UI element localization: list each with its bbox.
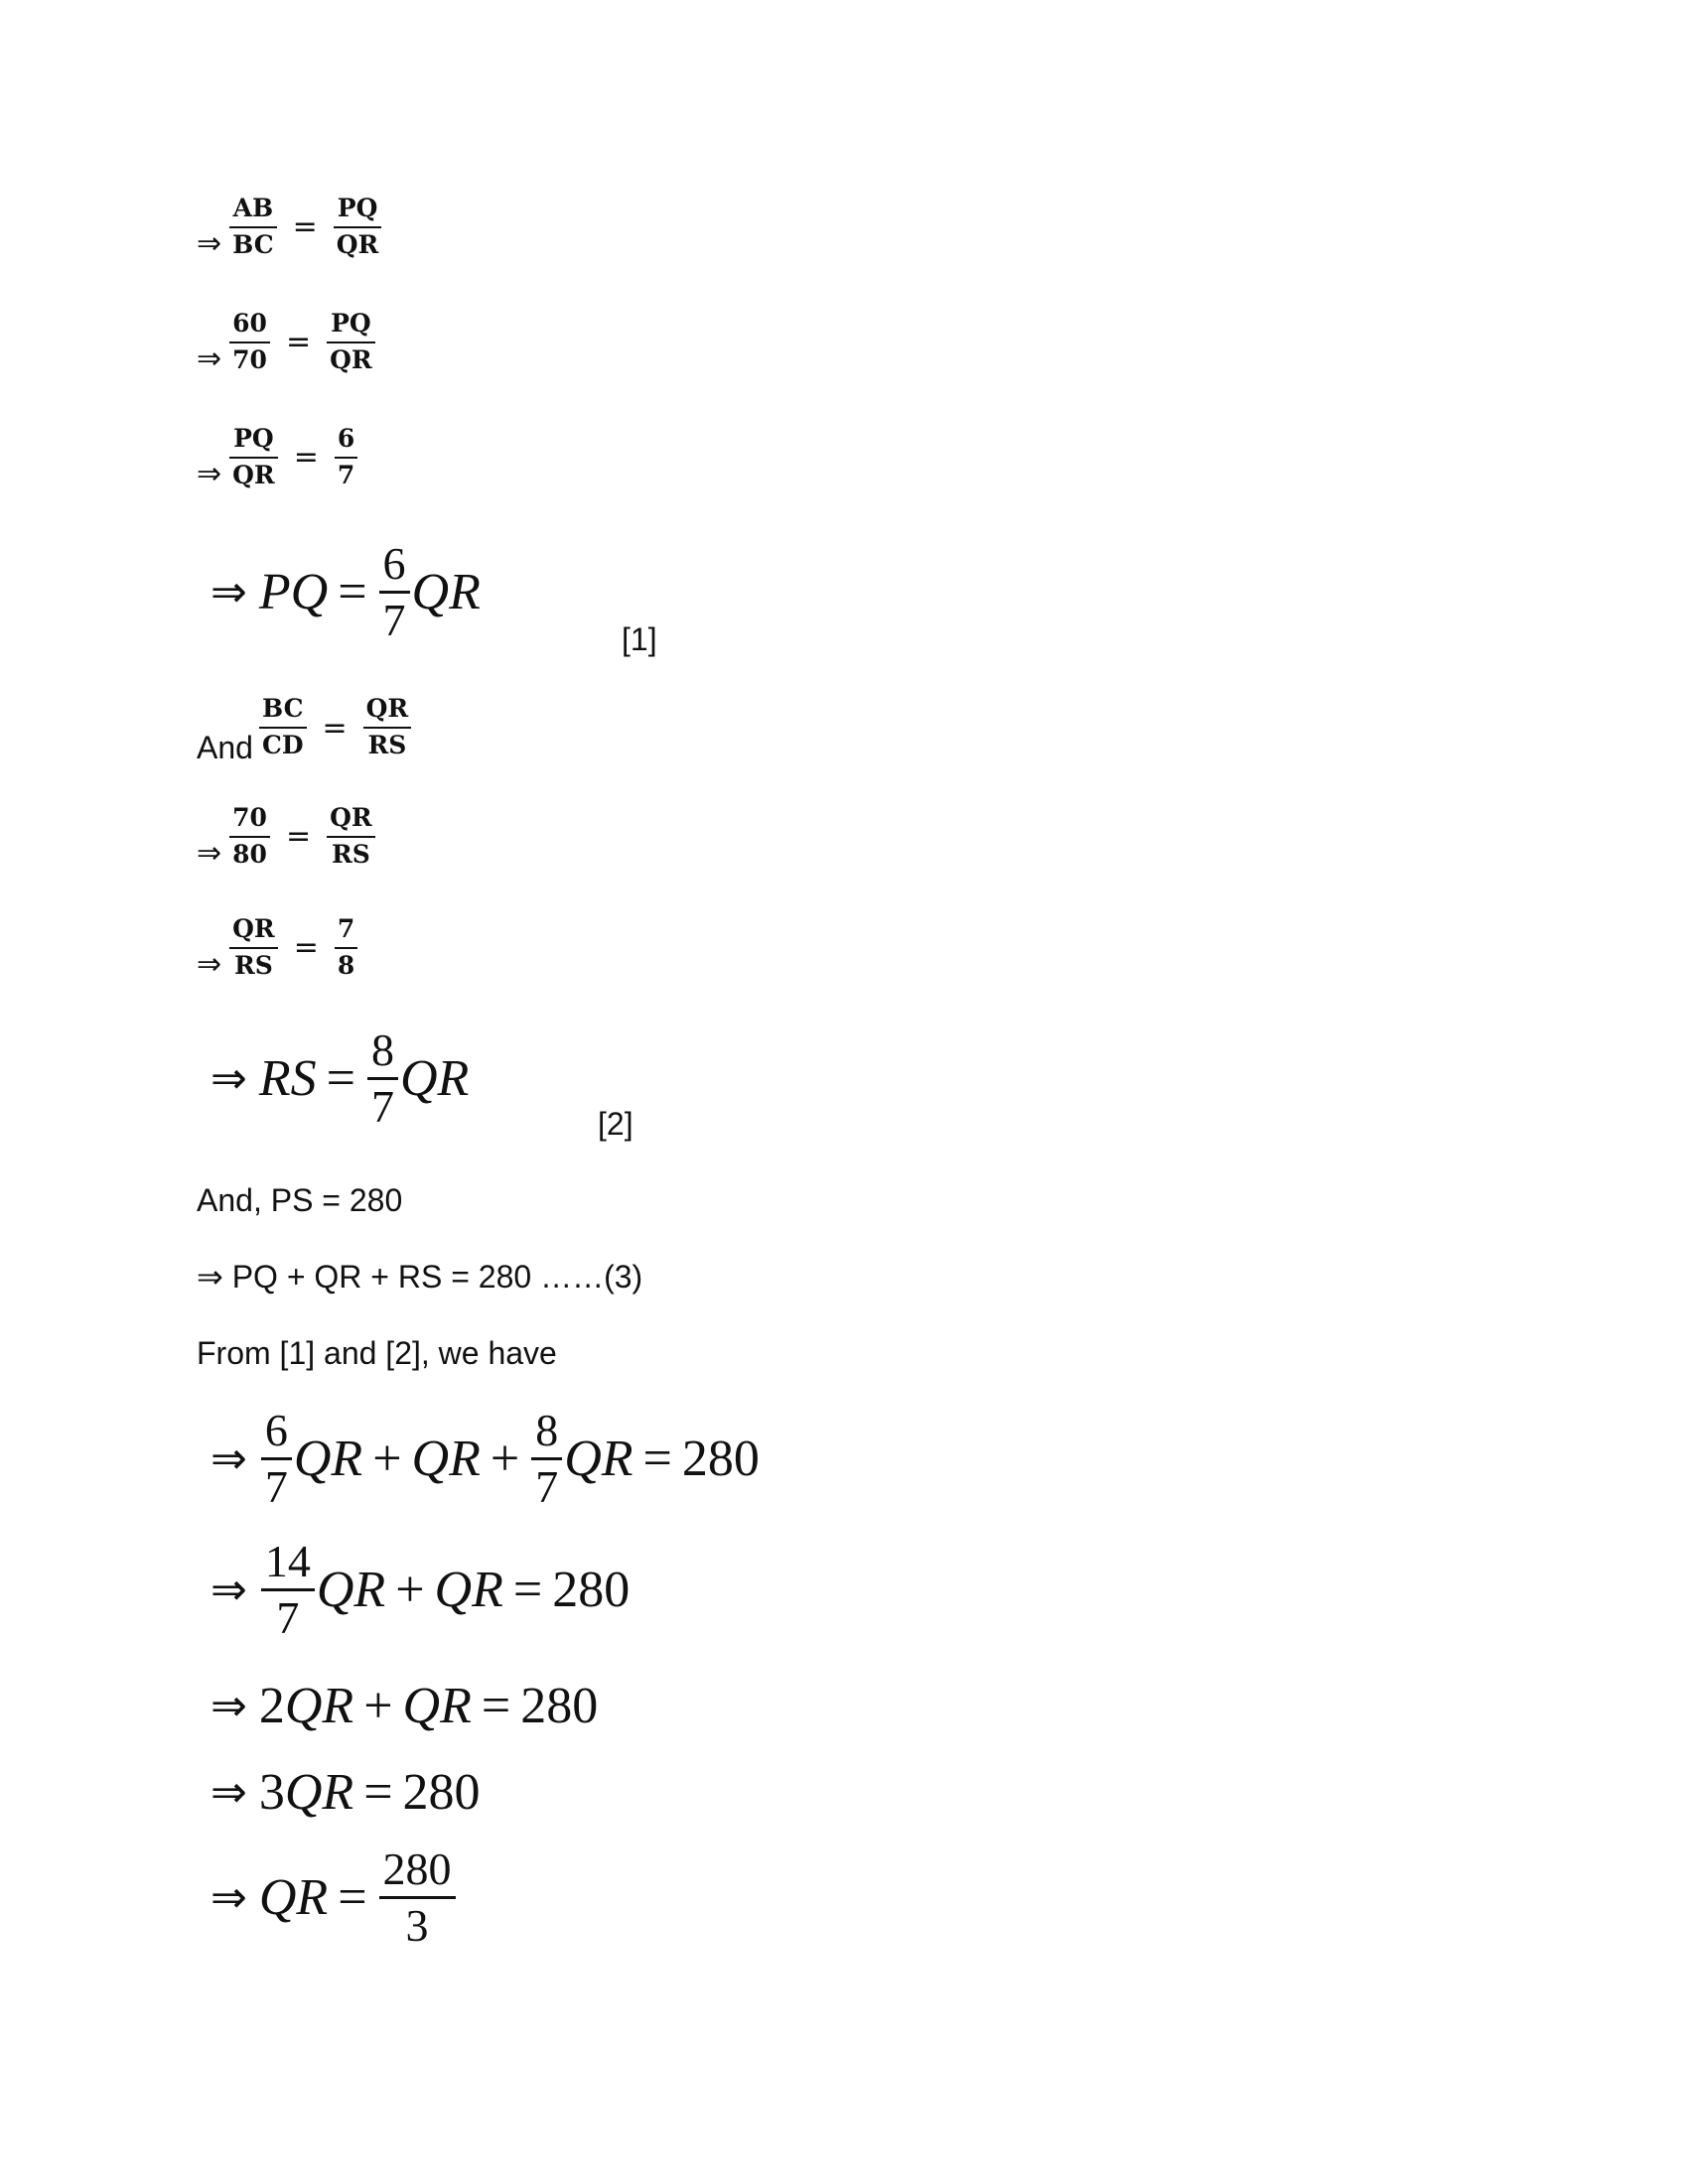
text-sum-eq-280: ⇒ PQ + QR + RS = 280 ……(3) [197, 1259, 643, 1295]
step-70-80-eq-qr-rs [197, 804, 375, 870]
variable-qr: QR [316, 1561, 386, 1618]
step-qr-eq-280-3 [211, 1843, 458, 1951]
rhs-value: 280 [552, 1561, 631, 1618]
fraction-bar [367, 1077, 398, 1080]
variable-qr: QR [284, 1678, 354, 1734]
denominator: 7 [264, 1461, 288, 1512]
denominator: QR [336, 229, 379, 259]
fraction-bar [229, 226, 277, 228]
implies-symbol: ⇒ [211, 1564, 247, 1615]
equals-sign: = [285, 325, 312, 360]
numerator: 6 [264, 1405, 288, 1455]
fraction-ab-bc [229, 195, 277, 260]
implies-symbol: ⇒ [211, 1767, 247, 1818]
numerator: 8 [370, 1024, 394, 1075]
equals-sign: = [285, 819, 312, 855]
rhs-value: 280 [681, 1430, 760, 1487]
numerator: QR [365, 694, 409, 724]
numerator: AB [232, 194, 274, 222]
fraction-bar [261, 1588, 315, 1591]
step-60-70-eq-pq-qr [197, 310, 375, 375]
variable-qr: QR [284, 1764, 354, 1821]
variable-qr: QR [411, 1430, 481, 1487]
equals-sign: = [512, 1561, 543, 1618]
numerator: PQ [337, 194, 378, 222]
numerator: PQ [331, 309, 371, 338]
numerator: QR [330, 803, 372, 832]
step-ab-bc-eq-pq-qr [197, 195, 381, 260]
fraction-14-7 [261, 1536, 315, 1643]
equation-tag-2: [2] [598, 1106, 633, 1142]
fraction-7-8 [335, 915, 357, 981]
fraction-6-7 [335, 425, 357, 490]
lhs-variable: QR [258, 1868, 329, 1926]
fraction-pq-qr [334, 195, 382, 260]
denominator: 8 [337, 950, 355, 980]
fraction-bar [229, 947, 278, 949]
numerator: 7 [337, 914, 355, 943]
step-pq-eq-6-7-qr [211, 538, 481, 645]
fraction-6-7 [379, 538, 410, 645]
numerator: PQ [233, 424, 274, 453]
variable-qr: QR [434, 1561, 503, 1618]
denominator: 7 [382, 595, 406, 645]
fraction-bar [229, 836, 270, 838]
step-sum-fractions [211, 1405, 760, 1512]
equation-tag-1: [1] [622, 621, 657, 657]
coefficient: 2 [258, 1678, 285, 1734]
fraction-bar [335, 457, 357, 459]
fraction-8-7 [531, 1405, 562, 1512]
denominator: RS [234, 950, 273, 980]
plus-sign: + [395, 1561, 425, 1618]
denominator: QR [330, 344, 372, 374]
equals-sign: = [338, 1868, 367, 1926]
text-from-1-and-2: From [1] and [2], we have [197, 1335, 557, 1371]
denominator: BC [232, 229, 274, 259]
fraction-bar [261, 1457, 292, 1460]
fraction-qr-rs [229, 915, 278, 981]
fraction-pq-qr [229, 425, 278, 490]
numerator: 8 [535, 1405, 559, 1455]
fraction-6-7 [261, 1405, 292, 1512]
rhs-value: 280 [520, 1678, 599, 1734]
step-and-bc-cd-eq-qr-rs [197, 692, 411, 763]
variable-qr: QR [564, 1430, 633, 1487]
denominator: 3 [405, 1900, 429, 1951]
denominator: 7 [337, 460, 355, 489]
numerator: 70 [232, 803, 267, 832]
implies-symbol: ⇒ [211, 1871, 247, 1923]
fraction-bar [379, 591, 410, 594]
denominator: QR [232, 460, 275, 489]
denominator: 70 [232, 344, 267, 374]
denominator: 7 [535, 1461, 559, 1512]
denominator: 7 [276, 1592, 300, 1643]
denominator: 80 [232, 839, 267, 869]
fraction-bar [531, 1457, 562, 1460]
equals-sign: = [292, 209, 318, 245]
variable-qr: QR [399, 1049, 470, 1107]
numerator: 6 [337, 424, 355, 453]
equals-sign: = [293, 440, 319, 476]
step-3qr-eq-280 [211, 1764, 481, 1821]
numerator: 60 [232, 309, 267, 338]
equals-sign: = [322, 710, 348, 746]
fraction-bar [229, 341, 270, 343]
step-2qr-plus-qr [211, 1678, 599, 1734]
fraction-bar [327, 836, 375, 838]
step-pq-qr-eq-6-7 [197, 425, 357, 490]
lhs-variable: PQ [258, 563, 329, 620]
coefficient: 3 [258, 1764, 285, 1821]
fraction-70-80 [229, 804, 270, 870]
numerator: 6 [382, 538, 406, 589]
fraction-bar [259, 727, 307, 729]
equals-sign: = [642, 1430, 672, 1487]
denominator: CD [261, 731, 304, 759]
implies-symbol: ⇒ [197, 341, 222, 376]
implies-symbol: ⇒ [211, 1052, 247, 1104]
fraction-bc-cd [259, 695, 307, 760]
numerator: QR [232, 914, 275, 943]
equals-sign: = [338, 563, 367, 620]
numerator: 14 [264, 1536, 311, 1586]
denominator: 7 [370, 1081, 394, 1132]
variable-qr: QR [402, 1678, 472, 1734]
variable-qr: QR [293, 1430, 363, 1487]
and-word: And [197, 730, 253, 765]
lhs-variable: RS [258, 1049, 317, 1107]
implies-symbol: ⇒ [211, 1433, 247, 1484]
implies-symbol: ⇒ [211, 1681, 247, 1731]
equals-sign: = [363, 1764, 393, 1821]
step-14-7-qr [211, 1536, 631, 1643]
implies-symbol: ⇒ [197, 835, 222, 871]
fraction-280-3 [379, 1843, 456, 1951]
implies-symbol: ⇒ [197, 225, 222, 261]
text-and-ps-280: And, PS = 280 [197, 1182, 403, 1218]
fraction-bar [229, 457, 278, 459]
fraction-8-7 [367, 1024, 398, 1132]
fraction-pq-qr [327, 310, 375, 375]
plus-sign: + [372, 1430, 402, 1487]
fraction-qr-rs [363, 695, 412, 760]
fraction-bar [335, 947, 357, 949]
numerator: 280 [382, 1843, 452, 1894]
fraction-bar [327, 341, 375, 343]
numerator: BC [261, 694, 304, 724]
rhs-value: 280 [402, 1764, 481, 1821]
implies-symbol: ⇒ [197, 456, 222, 491]
fraction-bar [379, 1896, 456, 1899]
step-qr-rs-eq-7-8 [197, 915, 357, 981]
equals-sign: = [481, 1678, 511, 1734]
fraction-60-70 [229, 310, 270, 375]
denominator: RS [367, 731, 407, 759]
fraction-qr-rs [327, 804, 375, 870]
implies-symbol: ⇒ [197, 946, 222, 982]
fraction-bar [334, 226, 382, 228]
variable-qr: QR [411, 563, 481, 620]
step-rs-eq-8-7-qr [211, 1024, 470, 1132]
plus-sign: + [490, 1430, 520, 1487]
plus-sign: + [363, 1678, 393, 1734]
fraction-bar [363, 727, 412, 729]
denominator: RS [331, 839, 370, 869]
equals-sign: = [326, 1049, 355, 1107]
equals-sign: = [293, 930, 319, 966]
implies-symbol: ⇒ [211, 566, 247, 617]
